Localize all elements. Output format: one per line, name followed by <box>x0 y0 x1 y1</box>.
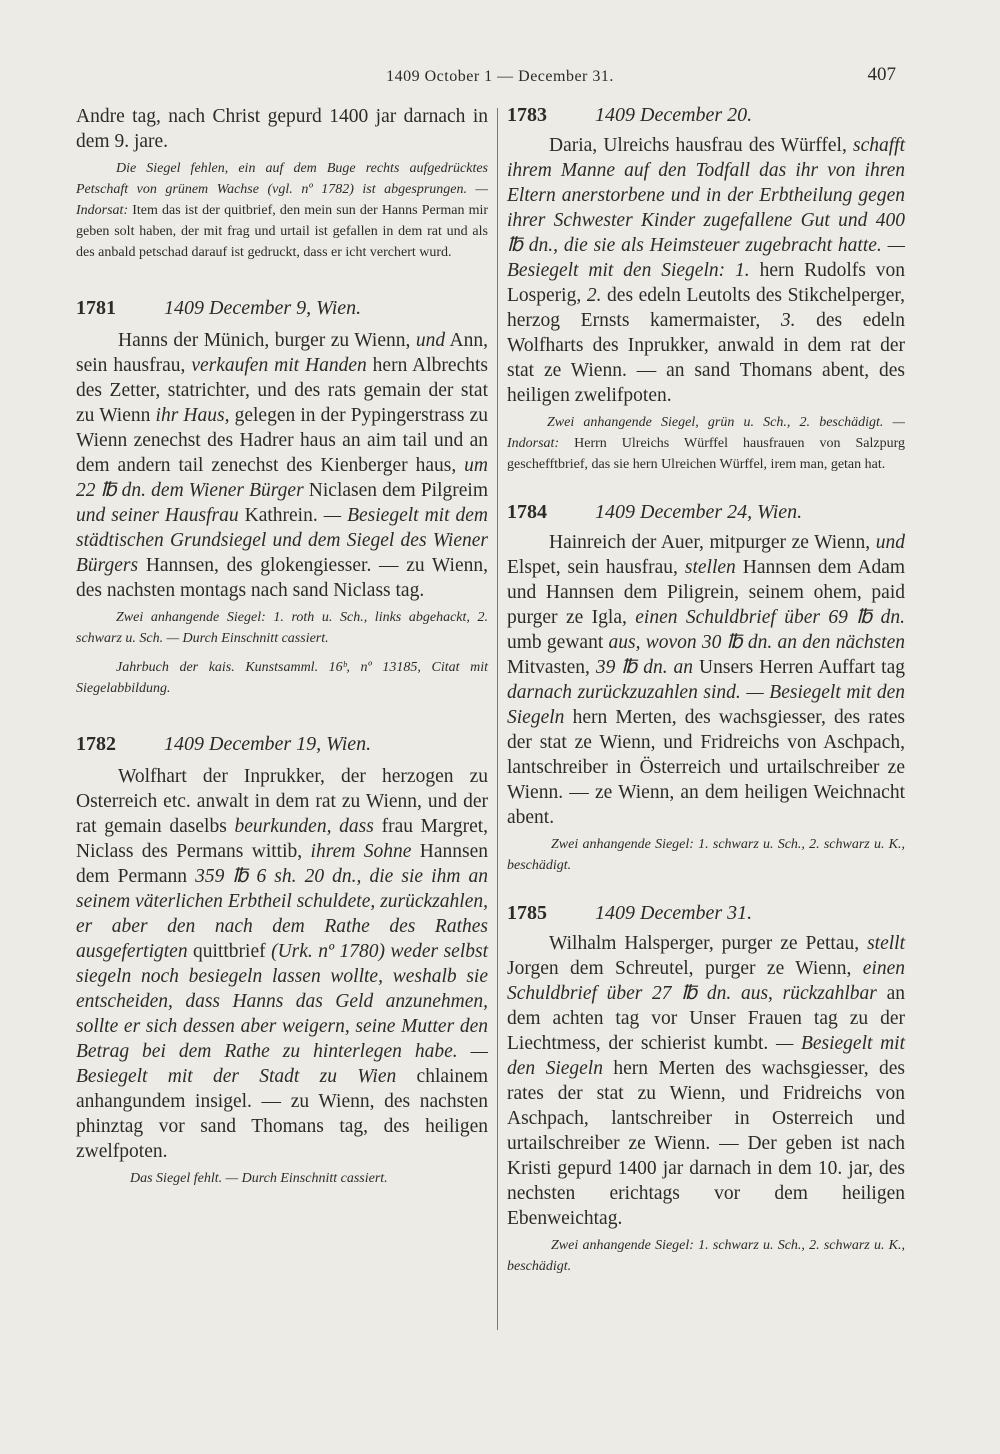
text-span: Jorgen dem Schreutel, purger ze Wienn, <box>507 958 852 979</box>
text-span: an dem achten tag vor Unser Frauen tag zu der Liechtmess, der schierist kumbt. <box>507 983 905 1054</box>
entry-date: 1409 December 31. <box>595 902 753 924</box>
text-span: um 22 ℔ dn. dem Wiener Bürger <box>76 455 489 501</box>
entry-note: Das Siegel fehlt. — Durch Einschnitt cassiert. <box>130 1171 388 1186</box>
text-span: 3. <box>780 310 796 331</box>
note-italic: Die Siegel fehlen, ein auf dem Buge rechts aufgedrücktes Petschaft von grünem Wachse (vgl. nº 1782) ist abgesprungen. — Indorsat: <box>76 161 488 218</box>
text-span: chlainem anhangundem insigel. — zu Wienn, des nachsten phinztag vor sand Thomans tag, des heiligen zwelfpoten. <box>76 1066 489 1162</box>
entry-date: 1409 December 19, Wien. <box>164 733 372 755</box>
entry-1782 <box>76 733 488 1189</box>
right-column <box>507 104 905 1277</box>
entry-heading <box>76 297 488 320</box>
text-span: Niclasen dem Pilgreim <box>308 480 488 501</box>
text-span: und <box>415 330 446 351</box>
text-span: — Besiegelt mit dem städtischen Grundsiegel und dem Siegel des Wiener Bürgers <box>76 505 488 576</box>
entry-note: Zwei anhangende Siegel: 1. schwarz u. Sch., 2. schwarz u. K., beschädigt. <box>507 1238 905 1274</box>
text-span: ihrem Sohne <box>310 841 412 862</box>
text-span: ihr Haus, <box>155 405 230 426</box>
entry-text <box>76 764 488 1164</box>
text-span: und seiner Hausfrau <box>76 505 239 526</box>
entry-text <box>507 133 905 408</box>
text-span: — Besiegelt mit den Siegeln <box>507 1033 906 1079</box>
text-span: stellen <box>684 557 736 578</box>
entry-heading <box>507 104 905 127</box>
text-span: Kathrein. <box>244 505 318 526</box>
page-header <box>0 64 1000 88</box>
entry-text <box>76 328 488 603</box>
text-span: 2. <box>586 285 602 306</box>
text-span: Unsers Herren Auffart tag <box>699 657 905 678</box>
left-column <box>76 104 488 1189</box>
text-span: Wolfhart der Inprukker, der herzogen zu Osterreich etc. anwalt in dem rat zu Wienn, und der rat gemain daselbs <box>76 766 488 837</box>
entry-date: 1409 December 20. <box>595 104 753 126</box>
text-span: 39 ℔ dn. an <box>595 657 694 678</box>
note-plain: Herrn Ulreichs Würffel hausfrauen von Salzpurg geschefftbrief, das sie hern Ulreichen Würffel, irem man, getan hat. <box>507 436 905 472</box>
text-span: (Urk. nº 1780) weder selbst siegeln noch besiegeln lassen wollte, weshalb sie entscheiden, dass Hanns das Geld anzunehmen, sollte er sich dessen aber weigern, seine Mutter den Betrag bei dem Rathe zu hinterlegen habe. — Besiegelt mit der Stadt zu Wien <box>76 941 489 1087</box>
page-number: 407 <box>867 64 896 85</box>
text-span: Hannsen, des glokengiesser. — zu Wienn, des nachsten montags nach sand Niclass tag. <box>76 555 489 601</box>
text-span: 359 ℔ 6 sh. 20 dn., die sie ihm an seinem väterlichen Erbtheil schuldete, zurückzahlen, er aber den nach dem Rathe des Rathes ausgefertigten <box>76 866 489 962</box>
text-span: und <box>875 532 906 553</box>
text-span: beurkunden, dass <box>234 816 374 837</box>
text-span: Hanns der Münich, burger zu Wienn, <box>118 330 411 351</box>
entry-heading <box>507 902 905 925</box>
note-plain: Item das ist der quitbrief, den mein sun der Hanns Perman mir geben solt haben, der mit frag und urtail ist gefallen in dem rat und als des anbald petschad darauf ist gedruckt, dass er icht verchert wurd. <box>76 203 489 260</box>
text-span: Wilhalm Halsperger, purger ze Pettau, <box>549 933 860 954</box>
entry-number: 1782 <box>76 733 116 755</box>
entry-1783 <box>507 104 905 475</box>
continuation-text: Andre tag, nach Christ gepurd 1400 jar darnach in dem 9. jare. <box>76 106 488 152</box>
entry-date: 1409 December 24, Wien. <box>595 501 803 523</box>
text-span: Hannsen dem Permann <box>76 841 489 887</box>
text-span: einen Schuldbrief über 27 ℔ dn. aus, rückzahlbar <box>507 958 906 1004</box>
entry-heading <box>76 733 488 756</box>
text-span: hern Rudolfs von Losperig, <box>507 260 906 306</box>
text-span: Ann, sein hausfrau, <box>76 330 488 376</box>
text-span: Hainreich der Auer, mitpurger ze Wienn, <box>549 532 871 553</box>
entry-text <box>507 931 905 1231</box>
entry-1784 <box>507 501 905 876</box>
text-span: Daria, Ulreichs hausfrau des Würffel, <box>549 135 847 156</box>
text-span: stellt <box>867 933 906 954</box>
entry-date: 1409 December 9, Wien. <box>164 297 362 319</box>
entry-number: 1784 <box>507 501 547 523</box>
text-span: des edeln Leutolts des Stikchelperger, herzog Ernsts kamermaister, <box>507 285 906 331</box>
text-span: umb gewant <box>507 632 604 653</box>
text-span: hern Merten, des wachsgiesser, des rates der stat ze Wienn, und Fridreichs von Aschpach, lantschreiber in Österreich und urtailschreiber ze Wienn. — ze Wienn, an dem heiligen Weichnacht abent. <box>507 707 906 828</box>
text-span: gelegen in der Pypingerstrass zu Wienn zenechst des Hadrer haus an aim tail und an dem andern tail zenechst des Kienberger haus, <box>76 405 488 476</box>
entry-note <box>507 412 905 475</box>
text-span: aus, wovon 30 ℔ dn. an den nächsten <box>608 632 906 653</box>
note-italic: Zwei anhangende Siegel, grün u. Sch., 2. beschädigt. — Indorsat: <box>507 415 905 451</box>
text-span: Elspet, sein hausfrau, <box>507 557 678 578</box>
text-span: hern Merten des wachsgiesser, des rates der stat zu Wienn, und Fridreichs von Aschpach, lantschreiber in Osterreich und urtailschreiber ze Wienn. — Der geben ist nach Kristi gepurd 1400 jar darnach in dem 10. jar, des nechsten erichtags vor dem heiligen Ebenweichtag. <box>507 1058 906 1229</box>
text-span: verkaufen mit Handen <box>191 355 367 376</box>
entry-note: Zwei anhangende Siegel: 1. roth u. Sch., links abgehackt, 2. schwarz u. Sch. — Durch Einschnitt cassiert. <box>76 610 488 646</box>
entry-note: Zwei anhangende Siegel: 1. schwarz u. Sch., 2. schwarz u. K., beschädigt. <box>507 837 905 873</box>
text-span: hern Albrechts des Zetter, statrichter, und des rats gemain der stat zu Wienn <box>76 355 488 426</box>
text-span: Hannsen dem Adam und Hannsen dem Piligrein, seinem ohem, paid purger ze Igla, <box>507 557 906 628</box>
text-span: schafft ihrem Manne auf den Todfall das ihr von ihren Eltern anerstorbene und in der Erbtheilung gegen ihrer Schwester Kinder zugefallene Gut und 400 ℔ dn., die sie als Heimsteuer zugebracht hatte. — Besiegelt mit den Siegeln: 1. <box>507 135 906 281</box>
text-span: quittbrief <box>193 941 266 962</box>
text-span: einen Schuldbrief über 69 ℔ dn. <box>635 607 905 628</box>
text-span: Mitvasten, <box>507 657 590 678</box>
entry-text <box>507 530 905 830</box>
entry-heading <box>507 501 905 524</box>
continuation-note <box>76 158 488 263</box>
entry-1785 <box>507 902 905 1277</box>
text-span: frau Margret, Niclass des Permans wittib, <box>76 816 489 862</box>
text-span: des edeln Wolfharts des Inprukker, anwald in dem rat der stat ze Wienn. — an sand Thomans abent, des heiligen zwelifpoten. <box>507 310 905 406</box>
entry-number: 1785 <box>507 902 547 924</box>
entry-number: 1783 <box>507 104 547 126</box>
text-span: darnach zurückzuzahlen sind. — Besiegelt mit den Siegeln <box>507 682 905 728</box>
column-divider <box>497 108 498 1330</box>
entry-1781 <box>76 297 488 699</box>
entry-number: 1781 <box>76 297 116 319</box>
entry-citation: Jahrbuch der kais. Kunstsamml. 16ᵇ, nº 13185, Citat mit Siegelabbildung. <box>76 660 488 696</box>
running-title: 1409 October 1 — December 31. <box>386 68 614 85</box>
